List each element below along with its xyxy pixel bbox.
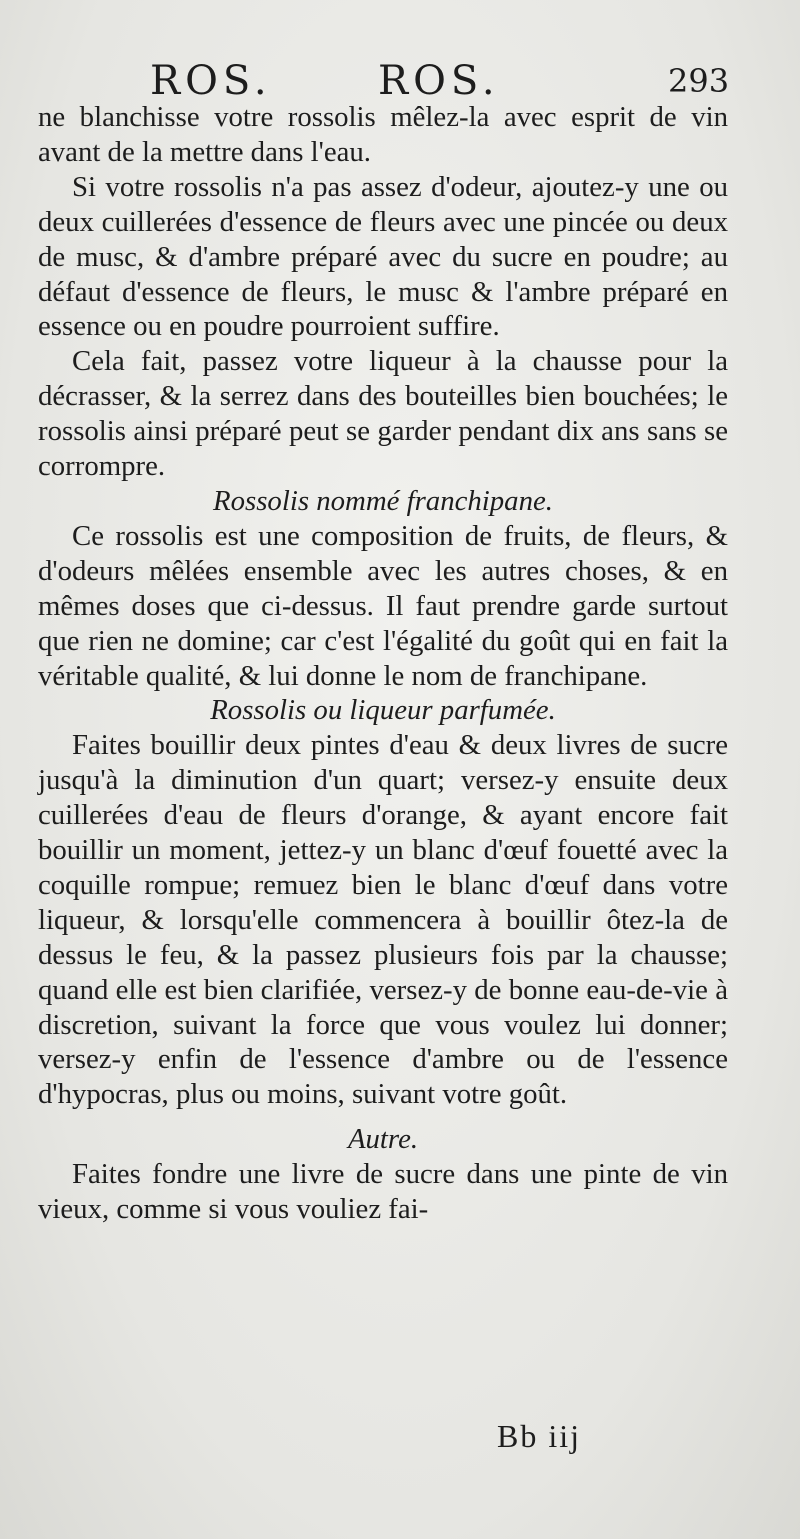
paragraph-chausse: Cela fait, passez votre liqueur à la chausse pour la décrasser, & la serrez dans des bouteilles bien bouchées; le rossolis ainsi préparé peut se garder pendant dix ans sans se corrompre.	[38, 345, 728, 483]
signature-mark: Bb iij	[497, 1418, 582, 1454]
section-heading-liqueur-parfumee: Rossolis ou liqueur parfumée.	[210, 694, 556, 727]
header-left-word: ROS.	[150, 58, 272, 104]
paragraph-liqueur-parfumee: Faites bouillir deux pintes d'eau & deux livres de sucre jusqu'à la diminution d'un quart; versez-y ensuite deux cuillerées d'eau de fleurs d'orange, & ayant encore fait bouillir un moment, jettez-y un blanc d'œuf fouetté avec la coquille rompue; remuez bien le blanc d'œuf dans votre liqueur, & lorsqu'elle commencera à bouillir ôtez-la de dessus le feu, & la passez plusieurs fois par la chausse; quand elle est bien clarifiée, versez-y de bonne eau-de-vie à discretion, suivant la force que vous voulez lui donner; versez-y enfin de l'essence d'ambre ou de l'essence d'hypocras, plus ou moins, suivant votre goût.	[38, 729, 728, 1111]
section-heading-autre: Autre.	[347, 1123, 419, 1156]
paragraph-franchipane: Ce rossolis est une composition de fruits, de fleurs, & d'odeurs mêlées ensemble avec les autres choses, & en mêmes doses que ci-dessus. Il faut prendre garde surtout que rien ne domine; car c'est l'égalité du goût qui en fait la véritable qualité, & lui donne le nom de franchipane.	[38, 519, 728, 692]
paragraph-continuation: ne blanchisse votre rossolis mêlez-la avec esprit de vin avant de la mettre dans l'eau.	[38, 101, 728, 168]
page-number: 293	[668, 62, 730, 100]
header-right-word: ROS.	[378, 58, 500, 104]
paragraph-autre: Faites fondre une livre de sucre dans une pinte de vin vieux, comme si vous vouliez fai-	[38, 1158, 728, 1226]
section-heading-franchipane: Rossolis nommé franchipane.	[213, 484, 553, 517]
body-text	[38, 100, 728, 1227]
paragraph-odeur: Si votre rossolis n'a pas assez d'odeur, ajoutez-y une ou deux cuillerées d'essence de fleurs avec une pincée ou deux de musc, & d'ambre préparé avec du sucre en poudre; au défaut d'essence de fleurs, le musc & l'ambre préparé en essence ou en poudre pourroient suffire.	[38, 170, 728, 343]
